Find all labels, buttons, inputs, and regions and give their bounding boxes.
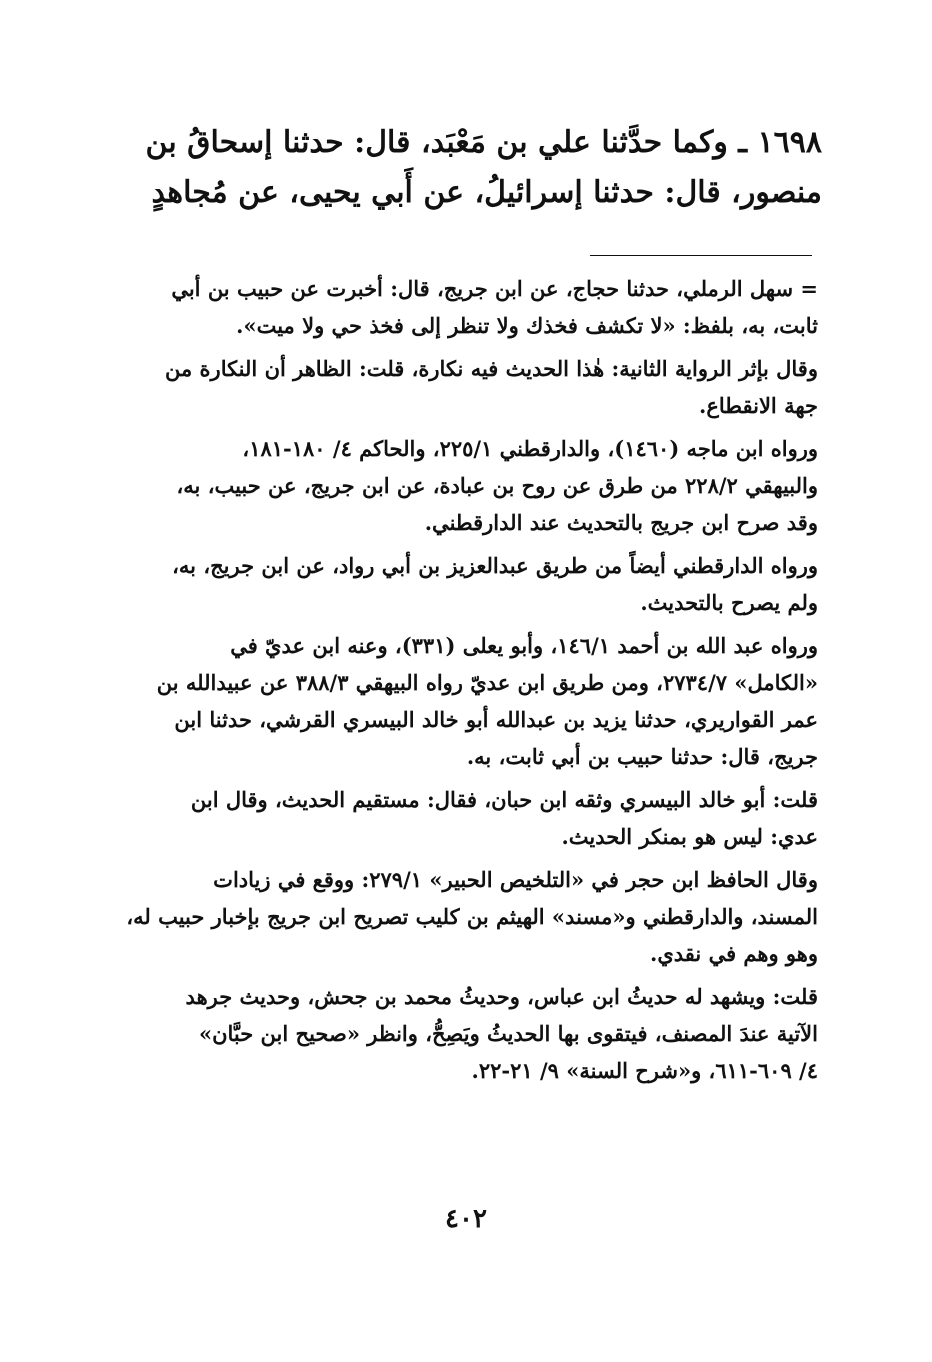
footnote-paragraph — [102, 270, 818, 344]
footnote-line: «الكامل» ٢٧٣٤/٧، ومن طريق ابن عديّ رواه البيهقي ٣٨٨/٣ عن عبيدالله بن — [156, 670, 818, 695]
footnote-line: وقال بإثر الرواية الثانية: هٰذا الحديث فيه نكارة، قلت: الظاهر أن النكارة من — [165, 356, 818, 381]
footnote-paragraph — [102, 781, 818, 855]
hadith-main-text — [100, 118, 822, 218]
footnote-paragraph — [102, 350, 818, 424]
footnote-line: ولم يصرح بالتحديث. — [640, 590, 818, 615]
footnote-paragraph — [102, 430, 818, 541]
page-number: ٤٠٢ — [445, 1204, 487, 1234]
footnote-paragraph — [102, 861, 818, 972]
footnote-line: قلت: ويشهد له حديثُ ابن عباس، وحديثُ محمد بن جحش، وحديث جرهد — [185, 984, 818, 1009]
main-text-line: منصور، قال: حدثنا إسرائيلُ، عن أَبي يحيى، عن مُجاهدٍ — [151, 175, 822, 210]
footnote-line: الآتية عندَ المصنف، فيتقوى بها الحديثُ ويَصِحُّ، وانظر «صحيح ابن حبَّان» — [198, 1021, 818, 1046]
footnote-line: المسند، والدارقطني و«مسند» الهيثم بن كليب تصريح ابن جريج بإخبار حبيب له، — [126, 904, 818, 929]
footnote-line: ثابت، به، بلفظ: «لا تكشف فخذك ولا تنظر إلى فخذ حي ولا ميت». — [236, 313, 818, 338]
footnote-divider — [590, 255, 812, 256]
footnote-line: وهو وهم في نقدي. — [650, 941, 818, 966]
footnote-line: والبيهقي ٢٢٨/٢ من طرق عن روح بن عبادة، عن ابن جريج، عن حبيب، به، — [176, 473, 818, 498]
footnote-line: جريج، قال: حدثنا حبيب بن أبي ثابت، به. — [466, 744, 818, 769]
footnote-paragraph — [102, 978, 818, 1089]
footnote-line: وقد صرح ابن جريج بالتحديث عند الدارقطني. — [424, 510, 818, 535]
footnote-paragraph — [102, 627, 818, 775]
footnote-line: ورواه عبد الله بن أحمد ١٤٦/١، وأبو يعلى (٣٣١)، وعنه ابن عديّ في — [230, 633, 818, 658]
footnote-line: = سهل الرملي، حدثنا حجاج، عن ابن جريج، قال: أخبرت عن حبيب بن أبي — [171, 276, 818, 301]
main-text-line: ١٦٩٨ ـ وكما حدَّثنا علي بن مَعْبَد، قال: حدثنا إسحاقُ بن — [145, 125, 822, 160]
footnote-line: عدي: ليس هو بمنكر الحديث. — [561, 824, 818, 849]
footnote-paragraph — [102, 547, 818, 621]
footnote-line: قلت: أبو خالد البيسري وثقه ابن حبان، فقال: مستقيم الحديث، وقال ابن — [190, 787, 818, 812]
footnotes-section — [102, 270, 818, 1095]
footnote-line: عمر القواريري، حدثنا يزيد بن عبدالله أبو خالد البيسري القرشي، حدثنا ابن — [174, 707, 818, 732]
footnote-line: جهة الانقطاع. — [699, 393, 818, 418]
footnote-line: ورواه الدارقطني أيضاً من طريق عبدالعزيز بن أبي رواد، عن ابن جريج، به، — [172, 553, 818, 578]
footnote-line: ورواه ابن ماجه (١٤٦٠)، والدارقطني ٢٢٥/١، والحاكم ٤/ ١٨٠-١٨١، — [242, 436, 818, 461]
footnote-line: ٤/ ٦٠٩-٦١١، و«شرح السنة» ٩/ ٢١-٢٢. — [471, 1058, 818, 1083]
footnote-line: وقال الحافظ ابن حجر في «التلخيص الحبير» ٢٧٩/١: ووقع في زيادات — [213, 867, 818, 892]
